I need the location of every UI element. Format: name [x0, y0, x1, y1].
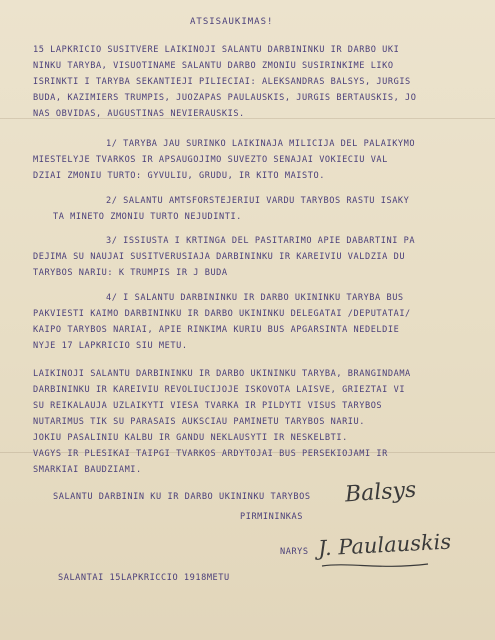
point-4-line: KAIPO TARYBOS NARIAI, APIE RINKIMA KURIU BUS APGARSINTA NEDELDIE	[33, 325, 400, 335]
chairman-signature: Balsys	[344, 477, 418, 508]
member-signature: J. Paulauskis	[317, 529, 452, 561]
closing-line: SMARKIAI BAUDZIAMI.	[33, 465, 142, 475]
intro-line: ISRINKTI I TARYBA SEKANTIEJI PILIECIAI: ALEKSANDRAS BALSYS, JURGIS	[33, 77, 411, 87]
point-2-line: TA MINETO ZMONIU TURTO NEJUDINTI.	[53, 212, 242, 222]
intro-line: 15 LAPKRICIO SUSITVERE LAIKINOJI SALANTU DARBININKU IR DARBO UKI	[33, 45, 400, 55]
closing-line: NUTARIMUS TIK SU PARASAIS AUKSCIAU PAMINETU TARYBOS NARIU.	[33, 417, 365, 427]
closing-line: VAGYS IR PLESIKAI TAIPGI TVARKOS ARDYTOJAI BUS PERSEKIOJAMI IR	[33, 449, 388, 459]
point-4-line: PAKVIESTI KAIMO DARBININKU IR DARBO UKININKU DELEGATAI /DEPUTATAI/	[33, 309, 411, 319]
document-title: ATSISAUKIMAS!	[190, 17, 274, 27]
closing-line: SU REIKALAUJA UZLAIKYTI VIESA TVARKA IR PILDYTI VISUS TARYBOS	[33, 401, 383, 411]
intro-line: NAS OBVIDAS, AUGUSTINAS NEVIERAUSKIS.	[33, 109, 245, 119]
closing-line: JOKIU PASALINIU KALBU IR GANDU NEKLAUSYTI IR NESKELBTI.	[33, 433, 348, 443]
place-date-line: SALANTAI 15LAPKRICCIO 1918METU	[58, 573, 230, 583]
point-4-line: 4/ I SALANTU DARBININKU IR DARBO UKININKU TARYBA BUS	[106, 293, 404, 303]
point-3-line: TARYBOS NARIU: K TRUMPIS IR J BUDA	[33, 268, 228, 278]
point-3-line: 3/ ISSIUSTA I KRTINGA DEL PASITARIMO APIE DABARTINI PA	[106, 236, 416, 246]
point-2-line: 2/ SALANTU AMTSFORSTEJERIUI VARDU TARYBOS RASTU ISAKY	[106, 196, 410, 206]
signature-underline-flourish	[320, 560, 430, 572]
point-4-line: NYJE 17 LAPKRICIO SIU METU.	[33, 341, 188, 351]
intro-line: NINKU TARYBA, VISUOTINAME SALANTU DARBO ZMONIU SUSIRINKIME LIKO	[33, 61, 394, 71]
member-title: NARYS	[280, 547, 309, 557]
point-1-line: 1/ TARYBA JAU SURINKO LAIKINAJA MILICIJA DEL PALAIKYMO	[106, 139, 416, 149]
intro-line: BUDA, KAZIMIERS TRUMPIS, JUOZAPAS PAULAUSKIS, JURGIS BERTAUSKIS, JO	[33, 93, 417, 103]
council-signature-line: SALANTU DARBININ KU IR DARBO UKININKU TARYBOS	[53, 492, 311, 502]
point-1-line: DZIAI ZMONIU TURTO: GYVULIU, GRUDU, IR KITO MAISTO.	[33, 171, 325, 181]
chairman-title: PIRMININKAS	[240, 512, 303, 522]
point-1-line: MIESTELYJE TVARKOS IR APSAUGOJIMO SUVEZTO SENAJAI VOKIECIU VAL	[33, 155, 388, 165]
closing-line: LAIKINOJI SALANTU DARBININKU IR DARBO UKININKU TARYBA, BRANGINDAMA	[33, 369, 411, 379]
point-3-line: DEJIMA SU NAUJAI SUSITVERUSIAJA DARBININKU IR KAREIVIU VALDZIA DU	[33, 252, 406, 262]
closing-line: DARBININKU IR KAREIVIU REVOLIUCIJOJE ISKOVOTA LAISVE, GRIEZTAI VI	[33, 385, 406, 395]
